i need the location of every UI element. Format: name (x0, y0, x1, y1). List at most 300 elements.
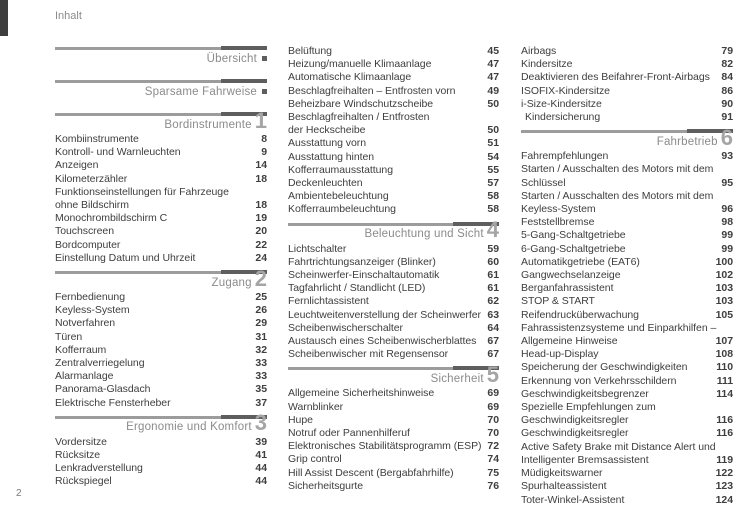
toc-entry-list (521, 150, 733, 506)
toc-entry-label: Active Safety Brake mit Distance Alert und (521, 440, 716, 453)
toc-entry-line (521, 494, 733, 507)
toc-entry-page: 18 (255, 172, 267, 185)
toc-entry-line (521, 111, 733, 124)
toc-entry-page: 103 (715, 295, 733, 308)
toc-entry-line (521, 85, 733, 98)
toc-entry-line (521, 98, 733, 111)
toc-entry-line (521, 243, 733, 256)
toc-entry-label: Reifendrucküberwachung (521, 308, 639, 321)
toc-entry-label: Beschlagfreihalten / Entfrosten (288, 111, 430, 124)
section-label: Beleuchtung und Sicht (364, 228, 484, 241)
toc-entry-page: 47 (487, 58, 499, 71)
toc-entry-list (55, 291, 267, 410)
toc-entry-page: 62 (487, 295, 499, 308)
toc-entry-page: 105 (715, 308, 733, 321)
toc-entry-line (521, 177, 733, 190)
toc-entry-page: 44 (255, 475, 267, 488)
toc-entry-label: Kindersitze (521, 58, 573, 71)
toc-entry-line (55, 357, 267, 370)
toc-entry-page: 70 (487, 427, 499, 440)
toc-entry-page: 45 (487, 45, 499, 57)
toc-entry-page: 86 (721, 84, 733, 97)
toc-entry-label: Geschwindigkeitsregler (521, 414, 629, 427)
toc-entry-page: 51 (487, 137, 499, 150)
toc-entry-line (288, 71, 499, 84)
section-title-row (288, 217, 499, 243)
toc-entry-page: 99 (721, 229, 733, 242)
toc-entry-line (288, 203, 499, 216)
toc-entry-page: 98 (721, 216, 733, 229)
toc-column-2 (288, 45, 499, 493)
toc-entry-label: Keyless-System (521, 203, 596, 216)
toc-entry-label: 5-Gang-Schaltgetriebe (521, 229, 626, 242)
toc-entry-label: ohne Bildschirm (55, 199, 129, 212)
toc-entry-page: 26 (255, 304, 267, 317)
section-ergonomie-und-komfort (55, 410, 267, 436)
toc-entry-label: Beheizbare Windschutzscheibe (288, 97, 434, 110)
section-title-row (521, 124, 733, 150)
toc-entry-line (521, 335, 733, 348)
section-rule (55, 80, 267, 83)
toc-entry-label: Fahrassistenzsysteme und Einparkhilfen – (521, 321, 717, 334)
toc-entry-line (288, 256, 499, 269)
toc-entry-line (288, 401, 499, 414)
toc-entry-line (55, 252, 267, 265)
toc-entry-line (288, 177, 499, 190)
toc-entry-page: 114 (716, 387, 733, 400)
toc-entry-line (288, 151, 499, 164)
toc-entry-label: Allgemeine Hinweise (521, 335, 618, 348)
toc-entry-line (288, 45, 499, 58)
section-übersicht (55, 47, 267, 65)
toc-entry-line (55, 475, 267, 488)
toc-entry-page: 24 (255, 251, 267, 264)
toc-entry-page: 39 (255, 435, 267, 448)
toc-column-3 (521, 45, 733, 507)
toc-entry-page: 100 (715, 255, 733, 268)
toc-entry-line (55, 186, 267, 199)
toc-entry-line (55, 331, 267, 344)
toc-entry-line (55, 159, 267, 172)
toc-entry-label: Müdigkeitswarner (521, 467, 603, 480)
toc-entry-label: Kontroll- und Warnleuchten (55, 146, 181, 159)
toc-entry-label: Geschwindigkeitsbegrenzer (521, 387, 649, 400)
toc-entry-line (55, 199, 267, 212)
section-title-row (55, 410, 267, 436)
toc-entry-page: 99 (721, 242, 733, 255)
toc-entry-label: Hill Assist Descent (Bergabfahrhilfe) (288, 466, 454, 479)
toc-entry-page: 35 (255, 383, 267, 396)
toc-entry-page: 55 (487, 163, 499, 176)
page-number: 2 (16, 488, 22, 499)
toc-entry-label: Kilometerzähler (55, 172, 128, 185)
toc-entry-label: Alarmanlage (55, 370, 114, 383)
toc-entry-page: 79 (721, 45, 733, 57)
section-label: Ergonomie und Komfort (126, 421, 252, 434)
section-rule-tail (221, 46, 267, 50)
toc-entry-page: 8 (261, 133, 267, 145)
toc-entry-line (521, 427, 733, 440)
toc-entry-label: Heizung/manuelle Klimaanlage (288, 58, 432, 71)
section-title-row (288, 361, 499, 387)
toc-entry-label: Touchscreen (55, 225, 114, 238)
toc-entry-page: 41 (255, 449, 267, 462)
section-fahrbetrieb (521, 124, 733, 150)
toc-entry-page: 22 (255, 238, 267, 251)
toc-entry-label: Scheibenwischer mit Regensensor (288, 348, 449, 361)
toc-entry-page: 61 (487, 269, 499, 282)
toc-entry-page: 116 (716, 427, 733, 440)
toc-entry-line (521, 441, 733, 454)
section-rule (288, 223, 499, 226)
toc-entry-page: 69 (487, 387, 499, 400)
toc-entry-page: 33 (255, 370, 267, 383)
toc-entry-line (288, 387, 499, 400)
toc-entry-line (288, 467, 499, 480)
section-label: Sparsame Fahrweise (144, 85, 257, 98)
toc-entry-label: der Heckscheibe (288, 124, 366, 137)
toc-entry-label: Berganfahrassistent (521, 282, 614, 295)
toc-entry-label: Lenkradverstellung (55, 462, 143, 475)
toc-entry-label: Head-up-Display (521, 348, 599, 361)
toc-entry-label: Schlüssel (521, 176, 566, 189)
toc-entry-page: 103 (715, 282, 733, 295)
toc-entry-label: Rückspiegel (55, 475, 112, 488)
toc-entry-line (521, 322, 733, 335)
toc-entry-page: 58 (487, 203, 499, 216)
toc-entry-line (55, 436, 267, 449)
toc-entry-page: 102 (715, 269, 733, 282)
toc-entry-label: Monochrombildschirm C (55, 212, 168, 225)
toc-entry-line (55, 239, 267, 252)
toc-entry-page: 29 (255, 317, 267, 330)
toc-entry-page: 9 (261, 146, 267, 159)
section-rule-tail (221, 79, 267, 83)
toc-entry-line (521, 375, 733, 388)
toc-entry-line (55, 449, 267, 462)
toc-entry-line (521, 190, 733, 203)
toc-entry-line (55, 291, 267, 304)
section-label: Übersicht (206, 52, 257, 65)
toc-entry-page: 57 (487, 177, 499, 190)
toc-entry-line (55, 212, 267, 225)
toc-entry-page: 67 (487, 348, 499, 361)
section-rule (288, 367, 499, 370)
toc-entry-line (521, 401, 733, 414)
toc-entry-line (55, 146, 267, 159)
toc-entry-label: Fernbedienung (55, 291, 125, 304)
toc-entry-label: Fahrtrichtungsanzeiger (Blinker) (288, 255, 436, 268)
toc-entry-page: 70 (487, 413, 499, 426)
section-bordinstrumente (55, 107, 267, 133)
chapter-number: 5 (486, 361, 499, 387)
toc-entry-page: 110 (716, 361, 733, 374)
toc-entry-page: 119 (716, 453, 733, 466)
toc-entry-line (521, 203, 733, 216)
section-label: Zugang (211, 276, 252, 289)
toc-entry-list (288, 387, 499, 493)
section-sicherheit (288, 361, 499, 387)
toc-entry-page: 93 (721, 150, 733, 163)
toc-entry-label: ISOFIX-Kindersitze (521, 84, 610, 97)
toc-entry-line (288, 137, 499, 150)
toc-entry-line (55, 225, 267, 238)
toc-entry-page: 49 (487, 84, 499, 97)
toc-entry-page: 95 (721, 176, 733, 189)
toc-entry-page: 33 (255, 357, 267, 370)
toc-entry-label: Warnblinker (288, 400, 344, 413)
section-label: Fahrbetrieb (656, 135, 718, 148)
toc-entry-line (521, 282, 733, 295)
toc-entry-label: Kombiinstrumente (55, 133, 139, 145)
toc-entry-page: 18 (255, 199, 267, 212)
toc-entry-label: Scheibenwischerschalter (288, 321, 403, 334)
toc-entry-line (288, 243, 499, 256)
chapter-number: 2 (254, 265, 267, 291)
toc-entry-label: Intelligenter Bremsassistent (521, 453, 649, 466)
toc-entry-label: 6-Gang-Schaltgetriebe (521, 242, 626, 255)
toc-entry-page: 76 (487, 479, 499, 492)
toc-entry-page: 63 (487, 308, 499, 321)
toc-entry-label: Spezielle Empfehlungen zum (521, 401, 656, 414)
toc-entry-label: Funktionseinstellungen für Fahrzeuge (55, 185, 229, 198)
toc-entry-label: i-Size-Kindersitze (521, 97, 602, 110)
toc-entry-label: Keyless-System (55, 304, 130, 317)
toc-entry-page: 123 (715, 480, 733, 493)
toc-entry-page: 69 (487, 400, 499, 413)
toc-entry-page: 91 (721, 111, 733, 124)
toc-entry-line (288, 282, 499, 295)
chapter-number: 1 (254, 107, 267, 133)
toc-entry-page: 108 (715, 348, 733, 361)
toc-entry-label: Deaktivieren des Beifahrer-Front-Airbags (521, 71, 710, 84)
toc-entry-line (521, 361, 733, 374)
toc-entry-line (521, 58, 733, 71)
toc-entry-page: 37 (255, 396, 267, 409)
toc-entry-label: Hupe (288, 413, 313, 426)
toc-entry-list (55, 133, 267, 265)
toc-entry-line (521, 467, 733, 480)
toc-entry-page: 67 (487, 335, 499, 348)
toc-entry-page: 74 (487, 453, 499, 466)
toc-entry-label: Panorama-Glasdach (55, 383, 151, 396)
chapter-number: 6 (720, 124, 733, 150)
toc-entry-label: Airbags (521, 45, 557, 57)
toc-entry-label: Rücksitze (55, 449, 101, 462)
section-title-row (55, 85, 267, 98)
toc-entry-line (521, 45, 733, 58)
toc-entry-label: Elektrische Fensterheber (55, 396, 171, 409)
toc-entry-line (288, 309, 499, 322)
toc-entry-line (288, 335, 499, 348)
toc-entry-page: 59 (487, 242, 499, 255)
toc-entry-line (288, 427, 499, 440)
toc-entry-page: 96 (721, 203, 733, 216)
toc-entry-line (288, 414, 499, 427)
toc-entry-line (521, 229, 733, 242)
toc-entry-line (521, 348, 733, 361)
toc-entry-list (55, 436, 267, 489)
toc-entry-line (521, 269, 733, 282)
toc-entry-line (288, 124, 499, 137)
toc-entry-page: 25 (255, 291, 267, 304)
toc-entry-line (55, 462, 267, 475)
toc-entry-label: Ausstattung vorn (288, 137, 366, 150)
toc-entry-line (55, 173, 267, 186)
toc-entry-line (521, 150, 733, 163)
toc-entry-page: 82 (721, 58, 733, 71)
toc-entry-line (521, 480, 733, 493)
toc-entry-label: Automatische Klimaanlage (288, 71, 412, 84)
toc-entry-page: 60 (487, 255, 499, 268)
toc-entry-page: 107 (715, 335, 733, 348)
toc-entry-label: Einstellung Datum und Uhrzeit (55, 251, 196, 264)
toc-entry-label: Erkennung von Verkehrsschildern (521, 374, 677, 387)
toc-entry-label: Ausstattung hinten (288, 150, 375, 163)
toc-entry-label: Türen (55, 330, 83, 343)
toc-entry-label: Kofferraumbeleuchtung (288, 203, 396, 216)
square-bullet-icon (262, 56, 267, 61)
chapter-number: 3 (254, 410, 267, 436)
toc-entry-line (521, 414, 733, 427)
toc-entry-label: Starten / Ausschalten des Motors mit dem (521, 189, 714, 202)
toc-entry-line (521, 295, 733, 308)
toc-entry-label: Spurhalteassistent (521, 480, 607, 493)
toc-entry-line (521, 256, 733, 269)
section-rule (55, 113, 267, 116)
toc-entry-line (288, 440, 499, 453)
toc-entry-page: 31 (255, 330, 267, 343)
page-title: Inhalt (55, 10, 82, 22)
toc-entry-line (55, 133, 267, 146)
toc-entry-line (55, 383, 267, 396)
toc-entry-label: Beschlagfreihalten – Entfrosten vorn (288, 84, 456, 97)
section-title-row (55, 52, 267, 65)
section-zugang (55, 265, 267, 291)
toc-entry-label: Automatikgetriebe (EAT6) (521, 255, 640, 268)
toc-entry-label: Toter-Winkel-Assistent (521, 493, 625, 506)
toc-entry-page: 32 (255, 343, 267, 356)
toc-entry-line (288, 295, 499, 308)
page-corner-bar (0, 0, 8, 36)
toc-entry-page: 20 (255, 225, 267, 238)
toc-entry-label: Gangwechselanzeige (521, 269, 621, 282)
toc-entry-label: Geschwindigkeitsregler (521, 427, 629, 440)
toc-entry-line (521, 309, 733, 322)
toc-entry-label: Lichtschalter (288, 242, 347, 255)
toc-entry-list (521, 45, 733, 124)
toc-entry-line (288, 111, 499, 124)
section-sparsame-fahrweise (55, 80, 267, 98)
toc-entry-label: Tagfahrlicht / Standlicht (LED) (288, 282, 426, 295)
section-beleuchtung-und-sicht (288, 217, 499, 243)
toc-entry-page: 124 (715, 493, 733, 506)
toc-entry-label: Kofferraumausstattung (288, 163, 393, 176)
toc-entry-line (288, 269, 499, 282)
toc-entry-page: 19 (255, 212, 267, 225)
section-rule (55, 271, 267, 274)
toc-entry-label: Vordersitze (55, 435, 107, 448)
toc-entry-label: Allgemeine Sicherheitshinweise (288, 387, 435, 400)
toc-entry-line (288, 190, 499, 203)
toc-entry-page: 64 (487, 321, 499, 334)
toc-entry-line (288, 85, 499, 98)
toc-entry-line (55, 397, 267, 410)
toc-entry-line (288, 322, 499, 335)
toc-entry-line (288, 98, 499, 111)
toc-entry-line (55, 370, 267, 383)
toc-entry-line (288, 164, 499, 177)
toc-entry-line (521, 163, 733, 176)
toc-entry-label: Anzeigen (55, 159, 99, 172)
toc-entry-page: 61 (487, 282, 499, 295)
toc-entry-line (55, 344, 267, 357)
toc-entry-page: 14 (255, 159, 267, 172)
toc-entry-list (288, 243, 499, 362)
toc-entry-line (288, 480, 499, 493)
toc-entry-label: Belüftung (288, 45, 332, 57)
toc-entry-line (288, 453, 499, 466)
toc-entry-label: Zentralverriegelung (55, 357, 145, 370)
toc-entry-label: Scheinwerfer-Einschaltautomatik (288, 269, 440, 282)
toc-entry-label: Leuchtweitenverstellung der Scheinwerfer (288, 308, 481, 321)
toc-entry-label: STOP & START (521, 295, 595, 308)
toc-entry-label: Sicherheitsgurte (288, 479, 364, 492)
toc-entry-page: 90 (721, 97, 733, 110)
section-rule (55, 416, 267, 419)
section-rule (55, 47, 267, 50)
toc-entry-label: Deckenleuchten (288, 177, 363, 190)
toc-entry-line (521, 216, 733, 229)
toc-entry-label: Grip control (288, 453, 342, 466)
toc-entry-line (521, 71, 733, 84)
section-label: Sicherheit (430, 372, 484, 385)
toc-entry-page: 58 (487, 190, 499, 203)
section-rule (521, 130, 733, 133)
toc-entry-page: 84 (721, 71, 733, 84)
section-label: Bordinstrumente (164, 118, 252, 131)
square-bullet-icon (262, 89, 267, 94)
toc-entry-label: Kindersicherung (525, 111, 601, 124)
toc-entry-page: 75 (487, 466, 499, 479)
toc-entry-line (521, 454, 733, 467)
toc-entry-page: 111 (716, 374, 733, 387)
toc-entry-label: Fernlichtassistent (288, 295, 369, 308)
section-title-row (55, 107, 267, 133)
chapter-number: 4 (486, 217, 499, 243)
toc-entry-label: Speicherung der Geschwindigkeiten (521, 361, 688, 374)
toc-entry-label: Starten / Ausschalten des Motors mit dem (521, 163, 714, 176)
toc-entry-page: 122 (715, 467, 733, 480)
toc-entry-label: Notruf oder Pannenhilferuf (288, 427, 410, 440)
toc-entry-label: Fahrempfehlungen (521, 150, 609, 163)
toc-entry-label: Bordcomputer (55, 238, 121, 251)
toc-entry-line (288, 58, 499, 71)
toc-entry-page: 44 (255, 462, 267, 475)
toc-entry-page: 47 (487, 71, 499, 84)
toc-entry-label: Kofferraum (55, 343, 107, 356)
section-title-row (55, 265, 267, 291)
toc-entry-line (55, 304, 267, 317)
toc-entry-line (55, 317, 267, 330)
toc-entry-label: Elektronisches Stabilitätsprogramm (ESP) (288, 440, 482, 453)
toc-entry-label: Notverfahren (55, 317, 116, 330)
toc-entry-label: Feststellbremse (521, 216, 595, 229)
toc-entry-page: 50 (487, 97, 499, 110)
toc-entry-page: 54 (487, 150, 499, 163)
toc-entry-line (521, 388, 733, 401)
toc-entry-page: 50 (487, 124, 499, 137)
